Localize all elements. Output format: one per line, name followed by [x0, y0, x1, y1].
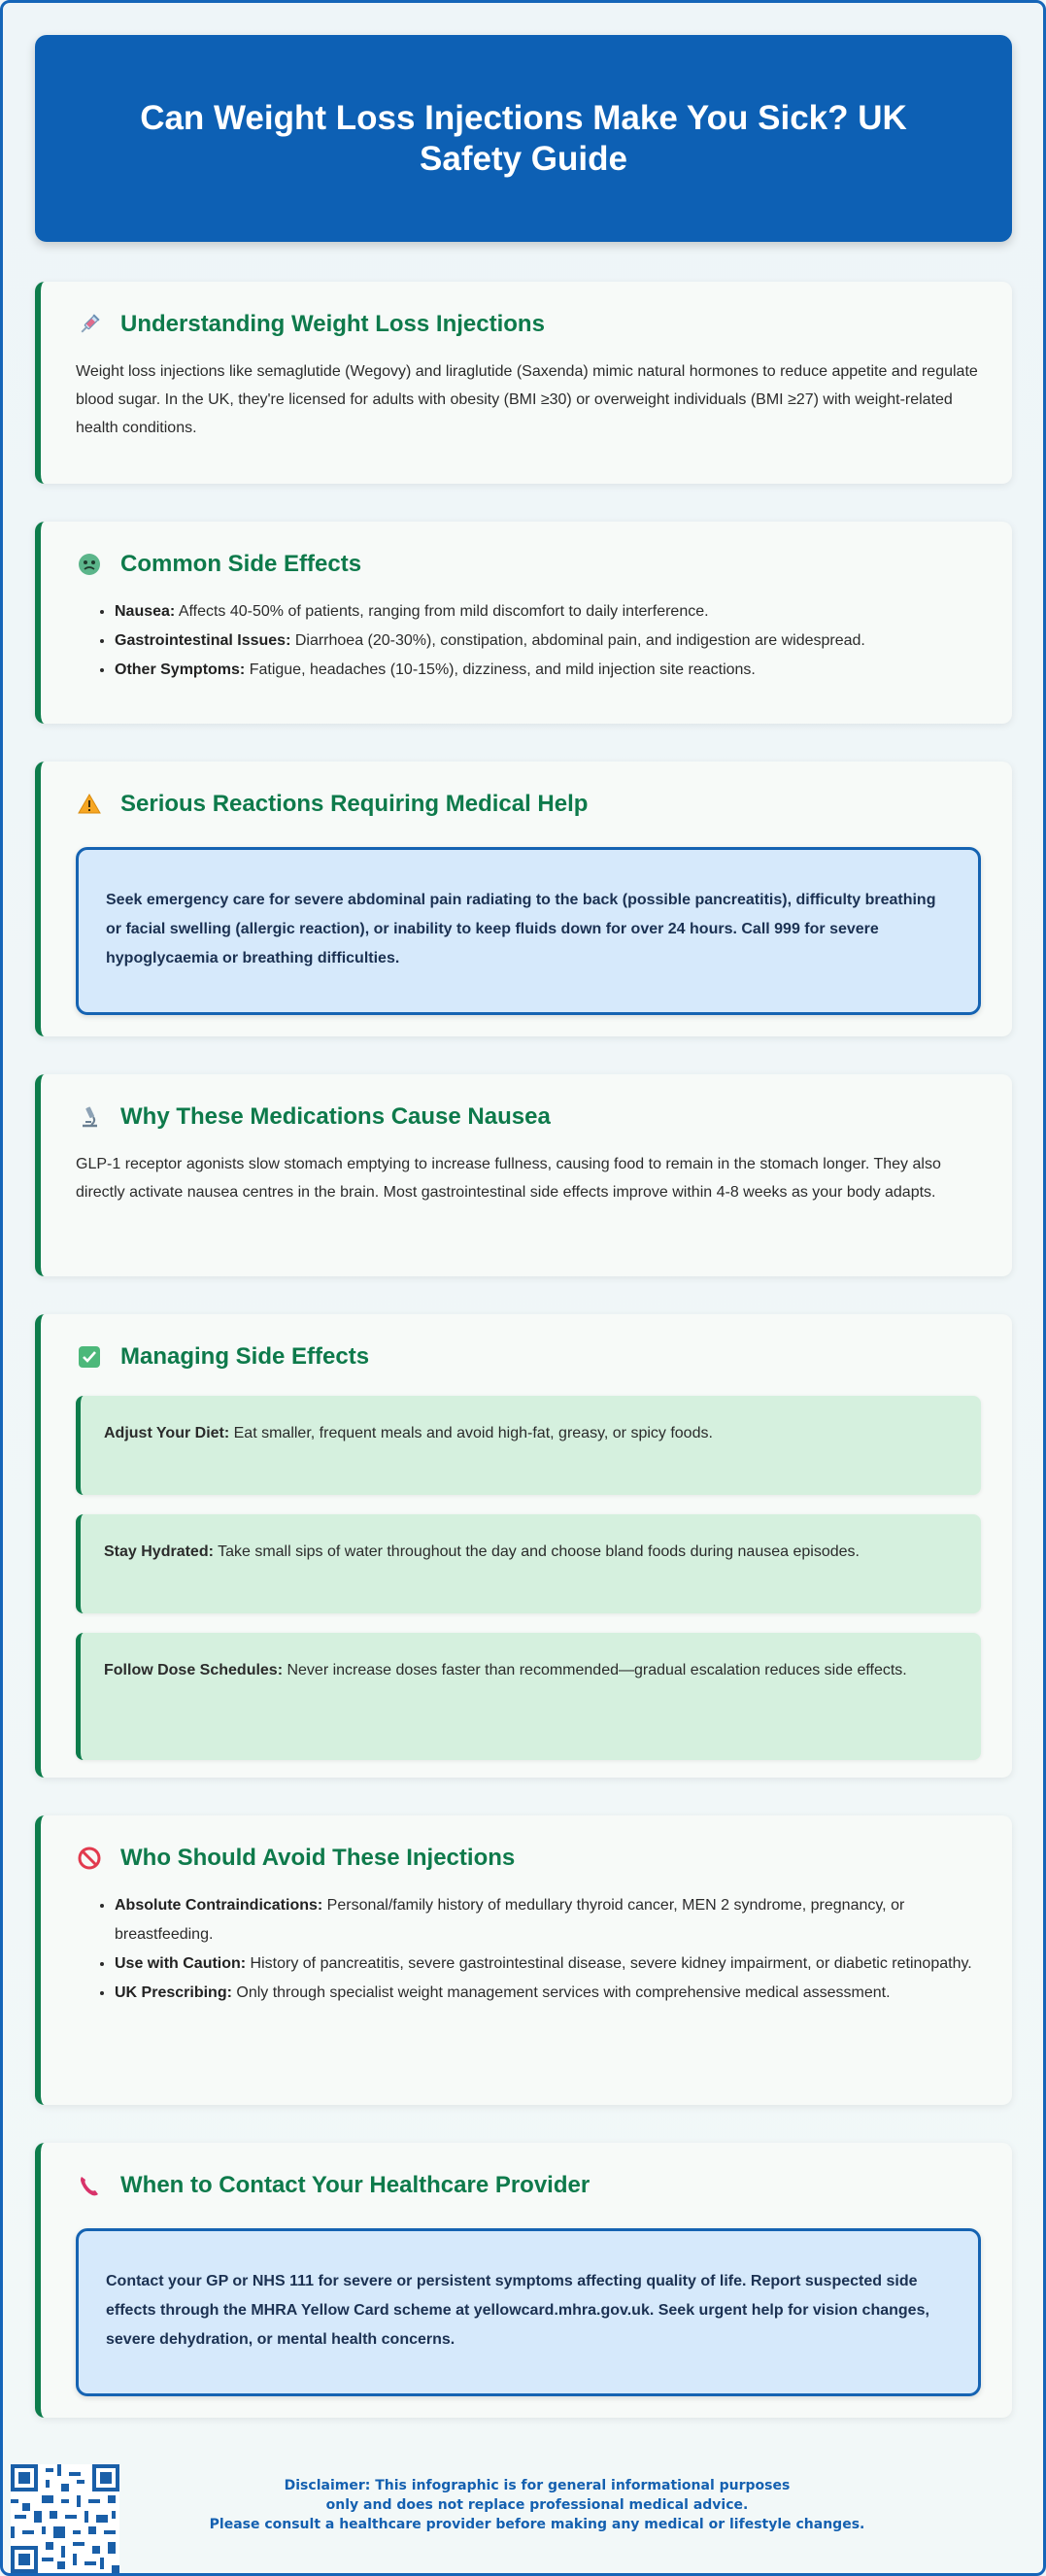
- tip-card: Follow Dose Schedules: Never increase doses faster than recommended—gradual escalation reduces side effects.: [76, 1633, 981, 1760]
- prohibited-icon: [76, 1845, 103, 1872]
- check-mark-icon: [76, 1343, 103, 1371]
- list-item: • Other Symptoms: Fatigue, headaches (10-15%), dizziness, and mild injection site reactions.: [115, 656, 981, 685]
- emergency-alert: Seek emergency care for severe abdominal pain radiating to the back (possible pancreatitis), difficulty breathing or facial swelling (allergic reaction), or inability to keep fluids down for over 24 hours. Call 999 for severe hypoglycaemia or breathing difficulties.: [76, 847, 981, 1015]
- section-why-nausea: [35, 1074, 1012, 1276]
- section-title: Why These Medications Cause Nausea: [120, 1103, 551, 1130]
- section-side-effects: [35, 522, 1012, 724]
- section-who-should-avoid: [35, 1815, 1012, 2105]
- section-body: Weight loss injections like semaglutide (Wegovy) and liraglutide (Saxenda) mimic natural hormones to reduce appetite and regulate blood sugar. In the UK, they're licensed for adults with obesity (BMI ≥30) or overweight individuals (BMI ≥27) with weight-related health conditions.: [76, 363, 978, 436]
- header-banner: [35, 35, 1012, 242]
- contraindications-list: [76, 1891, 981, 2008]
- page-title: Can Weight Loss Injections Make You Sick? UK Safety Guide: [140, 98, 907, 178]
- tip-card: Adjust Your Diet: Eat smaller, frequent meals and avoid high-fat, greasy, or spicy foods.: [76, 1396, 981, 1495]
- list-item: • Gastrointestinal Issues: Diarrhoea (20-30%), constipation, abdominal pain, and indigestion are widespread.: [115, 627, 981, 656]
- section-title: Managing Side Effects: [120, 1343, 370, 1370]
- disclaimer: Disclaimer: This infographic is for general informational purposes only and does not replace professional medical advice. Please consult a healthcare provider before making any medical or lifestyle changes.: [209, 2478, 865, 2532]
- section-title: Who Should Avoid These Injections: [120, 1845, 516, 1871]
- section-title: Understanding Weight Loss Injections: [120, 311, 545, 337]
- microscope-icon: [76, 1103, 103, 1131]
- telephone-icon: [76, 2172, 103, 2199]
- section-body: GLP-1 receptor agonists slow stomach emptying to increase fullness, causing food to remain in the stomach longer. They also directly activate nausea centres in the brain. Most gastrointestinal side effects improve within 4-8 weeks as your body adapts.: [76, 1156, 941, 1201]
- contact-alert: Contact your GP or NHS 111 for severe or persistent symptoms affecting quality of life. Report suspected side effects through the MHRA Yellow Card scheme at yellowcard.mhra.gov.uk. Seek urgent help for vision changes, severe dehydration, or mental health concerns.: [76, 2228, 981, 2396]
- qr-code: [11, 2464, 119, 2573]
- section-contact-provider: [35, 2143, 1012, 2418]
- section-title: When to Contact Your Healthcare Provider: [120, 2172, 590, 2198]
- syringe-icon: [76, 311, 103, 338]
- list-item: • UK Prescribing: Only through specialist weight management services with comprehensive medical assessment.: [115, 1979, 981, 2008]
- section-serious-reactions: [35, 762, 1012, 1036]
- disclaimer-label: Disclaimer:: [284, 2478, 371, 2493]
- footer: [3, 2457, 1043, 2573]
- nauseated-face-icon: [76, 551, 103, 578]
- side-effects-list: [76, 597, 981, 685]
- section-title: Serious Reactions Requiring Medical Help: [120, 791, 589, 817]
- list-item: • Absolute Contraindications: Personal/family history of medullary thyroid cancer, MEN 2 syndrome, pregnancy, or breastfeeding.: [115, 1891, 981, 1949]
- warning-icon: [76, 791, 103, 818]
- section-understanding: [35, 282, 1012, 484]
- list-item: • Use with Caution: History of pancreatitis, severe gastrointestinal disease, severe kidney impairment, or diabetic retinopathy.: [115, 1949, 981, 1979]
- section-managing: [35, 1314, 1012, 1778]
- section-title: Common Side Effects: [120, 551, 362, 577]
- list-item: • Nausea: Affects 40-50% of patients, ranging from mild discomfort to daily interference.: [115, 597, 981, 627]
- tip-card: Stay Hydrated: Take small sips of water throughout the day and choose bland foods during nausea episodes.: [76, 1514, 981, 1613]
